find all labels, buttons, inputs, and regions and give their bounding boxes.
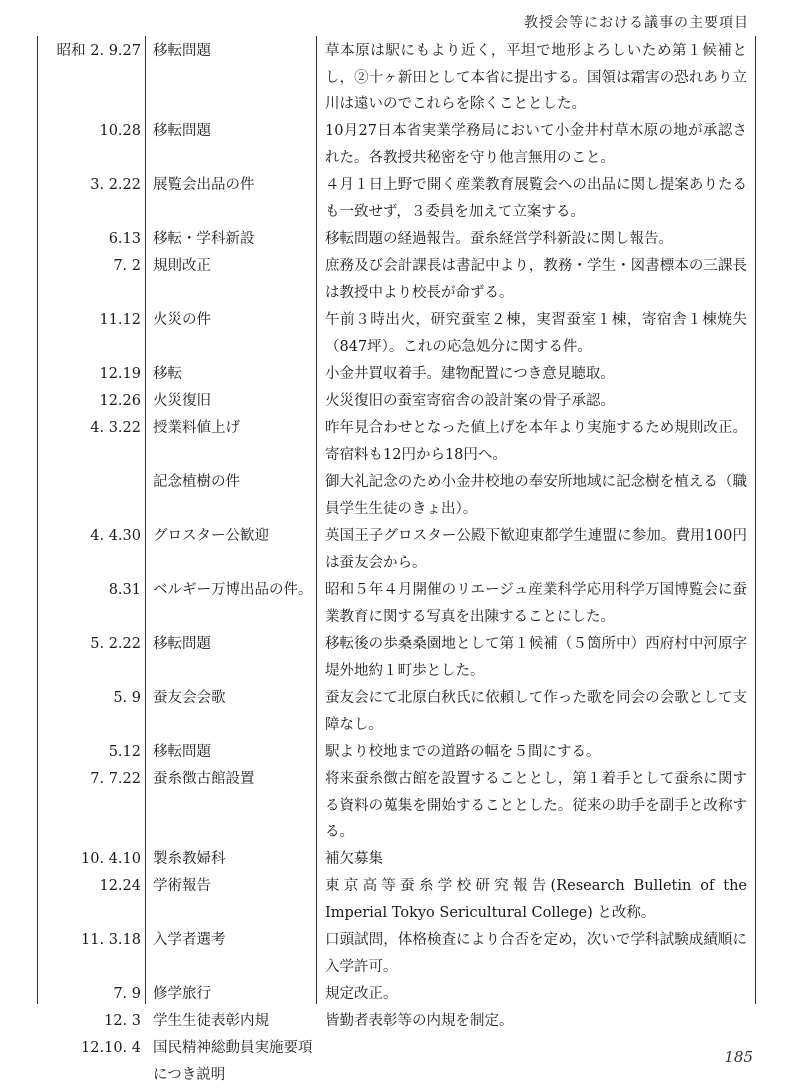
row-content: 東京高等蚕糸学校研究報告(Research Bulletin of the Imperial Tokyo Sericultural College) と改称。	[325, 878, 747, 921]
row-date: 5. 2.22	[90, 636, 141, 652]
row-date: 12.26	[99, 393, 141, 409]
row-content: 英国王子グロスター公殿下歓迎東都学生連盟に参加。費用100円は蚕友会から。	[325, 528, 747, 571]
table-row	[0, 523, 795, 577]
row-topic: ベルギー万博出品の件。	[153, 582, 313, 598]
row-topic: 移転	[153, 366, 182, 382]
row-date: 12.24	[99, 878, 141, 894]
row-content: 駅より校地までの道路の幅を５間にする。	[325, 744, 601, 760]
row-date: 7. 7.22	[90, 771, 141, 787]
row-date: 6.13	[108, 231, 141, 247]
table-row	[0, 631, 795, 685]
row-topic: 入学者選考	[153, 932, 226, 948]
row-date: 11.12	[99, 312, 141, 328]
row-content: 10月27日本省実業学務局において小金井村草木原の地が承認された。各教授共秘密を守り他言無用のこと。	[325, 123, 747, 166]
table-row	[0, 846, 795, 873]
row-date: 10.28	[99, 123, 141, 139]
row-topic: 製糸教婦科	[153, 851, 226, 867]
page-number: 185	[724, 1048, 753, 1066]
row-content: 蚕友会にて北原白秋氏に依頼して作った歌を同会の会歌として支障なし。	[325, 690, 747, 733]
row-topic: 学生生徒表彰内規	[153, 1013, 269, 1029]
row-topic: 規則改正	[153, 258, 211, 274]
table-row	[0, 361, 795, 388]
table-row	[0, 1035, 795, 1089]
table-row	[0, 307, 795, 361]
row-content: 午前３時出火，研究蚕室２棟，実習蚕室１棟，寄宿舎１棟焼失（847坪）。これの応急処分に関する件。	[325, 312, 747, 355]
row-topic: 移転問題	[153, 636, 211, 652]
row-date: 4. 3.22	[90, 420, 141, 436]
table-row	[0, 873, 795, 927]
row-date: 5. 9	[113, 690, 141, 706]
row-content: 移転後の歩桑桑園地として第１候補（５箇所中）西府村中河原字堤外地約１町歩とした。	[325, 636, 747, 679]
row-content: 規定改正。	[325, 986, 398, 1002]
row-content: 草本原は駅にもより近く，平坦で地形よろしいため第１候補とし，②十ヶ新田として本省に提出する。国領は霜害の恐れあり立川は遠いのでこれらを除くこととした。	[325, 43, 747, 113]
row-content: 口頭試問，体格検査により合否を定め，次いで学科試験成績順に入学許可。	[325, 932, 747, 975]
row-content: 昨年見合わせとなった値上げを本年より実施するため規則改正。寄宿料も12円から18円へ。	[325, 420, 747, 463]
table-row	[0, 226, 795, 253]
row-content: 皆勤者表彰等の内規を制定。	[325, 1013, 514, 1029]
table-row	[0, 253, 795, 307]
row-content: ４月１日上野で開く産業教育展覧会への出品に関し提案ありたるも一致せず，３委員を加えて立案する。	[325, 177, 747, 220]
row-date: 8.31	[108, 582, 141, 598]
table-row	[0, 38, 795, 118]
row-topic: 修学旅行	[153, 986, 211, 1002]
table-row	[0, 927, 795, 981]
row-content: 火災復旧の蚕室寄宿舎の設計案の骨子承認。	[325, 393, 615, 409]
row-topic: 移転・学科新設	[153, 231, 255, 247]
table-row	[0, 981, 795, 1008]
row-topic: 展覧会出品の件	[153, 177, 255, 193]
row-date: 5.12	[108, 744, 141, 760]
table-row	[0, 766, 795, 846]
row-date: 12.19	[99, 366, 141, 382]
row-topic: 移転問題	[153, 123, 211, 139]
row-content: 昭和５年４月開催のリエージュ産業科学応用科学万国博覧会に蚕業教育に関する写真を出陳することにした。	[325, 582, 747, 625]
row-content: 庶務及び会計課長は書記中より，教務・学生・図書標本の三課長は教授中より校長が命ずる。	[325, 258, 747, 301]
row-topic: 授業料値上げ	[153, 420, 240, 436]
row-topic: 火災の件	[153, 312, 211, 328]
row-topic: グロスター公歓迎	[153, 528, 269, 544]
row-topic: 移転問題	[153, 744, 211, 760]
row-topic: 記念植樹の件	[153, 474, 240, 490]
row-date: 3. 2.22	[90, 177, 141, 193]
row-date: 12.10. 4	[81, 1040, 141, 1056]
table-row	[0, 685, 795, 739]
row-content: 小金井買収着手。建物配置につき意見聴取。	[325, 366, 615, 382]
row-content: 補欠募集	[325, 851, 383, 867]
row-topic: 火災復旧	[153, 393, 211, 409]
row-topic: 蚕糸徴古館設置	[153, 771, 255, 787]
row-date: 4. 4.30	[90, 528, 141, 544]
row-date: 7. 2	[113, 258, 141, 274]
row-date: 7. 9	[113, 986, 141, 1002]
table-row	[0, 388, 795, 415]
table-row	[0, 415, 795, 469]
row-topic: 移転問題	[153, 43, 211, 59]
table-row	[0, 118, 795, 172]
row-content: 将来蚕糸徴古館を設置することとし，第１着手として蚕糸に関する資料の蒐集を開始することとした。従来の助手を副手と改称する。	[325, 771, 747, 841]
table-row	[0, 739, 795, 766]
row-date: 11. 3.18	[81, 932, 141, 948]
row-topic: 国民精神総動員実施要項につき説明	[153, 1040, 313, 1083]
row-date: 昭和 2. 9.27	[56, 43, 141, 59]
row-date: 10. 4.10	[81, 851, 141, 867]
table-row	[0, 469, 795, 523]
row-topic: 学術報告	[153, 878, 211, 894]
row-date: 12. 3	[104, 1013, 141, 1029]
running-header: 教授会等における議事の主要項目	[524, 15, 749, 31]
row-content: 移転問題の経過報告。蚕糸経営学科新設に関し報告。	[325, 231, 673, 247]
table-row	[0, 172, 795, 226]
table-row	[0, 1008, 795, 1035]
row-content: 御大礼記念のため小金井校地の奉安所地域に記念樹を植える（職員学生生徒のきょ出）。	[325, 474, 747, 517]
agenda-table	[0, 38, 795, 1089]
row-topic: 蚕友会会歌	[153, 690, 226, 706]
table-row	[0, 577, 795, 631]
